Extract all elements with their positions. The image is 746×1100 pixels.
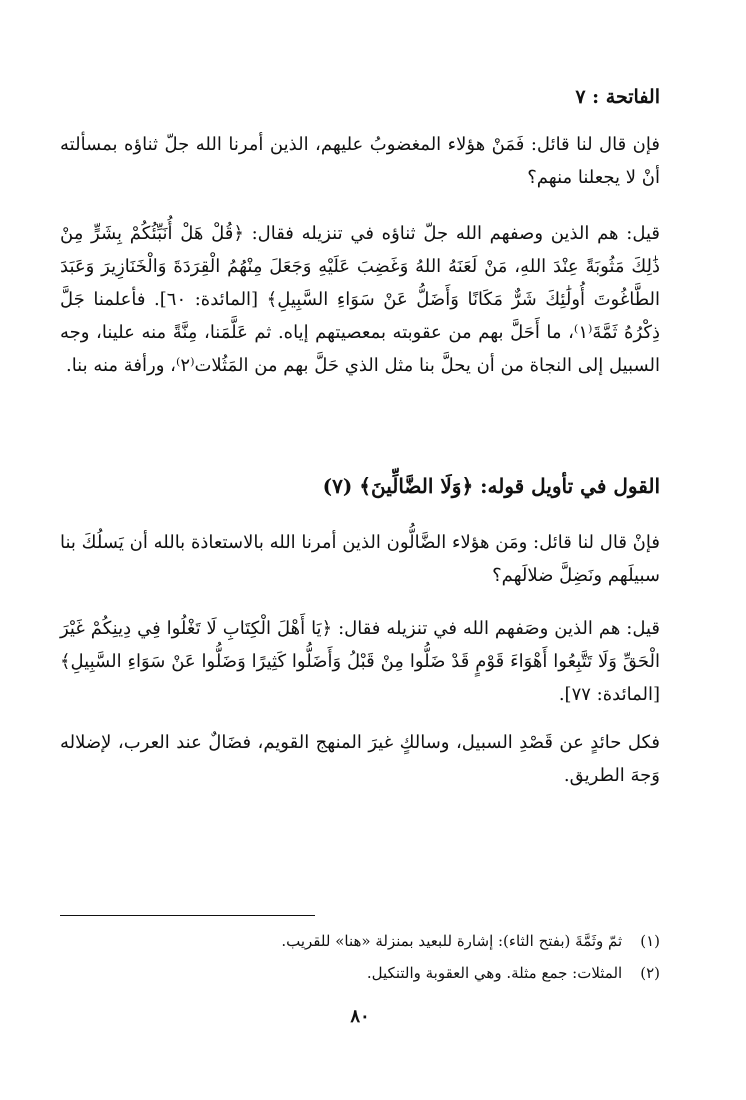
footnote-divider — [60, 915, 315, 916]
paragraph-conclusion: فكل حائدٍ عن قَصْدِ السبيل، وسالكٍ غيرَ المنهج القويم، فضَالٌ عند العرب، لإضلاله وَجهَ الطريق. — [60, 732, 660, 786]
paragraph-question-2: فإنْ قال لنا قائل: ومَن هؤلاء الضَّالُّون الذين أمرنا الله بالاستعاذة بالله أن يَسلُكَ بنا سبيلَهم ونَضِلَّ ضلالَهم؟ — [60, 532, 660, 586]
footnote-number: (١) — [640, 932, 660, 950]
section-heading: القول في تأويل قوله: ﴿وَلَا الضَّالِّينَ﴾ (٧) — [322, 474, 660, 498]
page-number: ٨٠ — [350, 1006, 370, 1027]
book-page — [60, 80, 660, 1080]
paragraph-answer-1: قيل: هم الذين وصفهم الله جلّ ثناؤه في تنزيله فقال: ﴿قُلْ هَلْ أُنَبِّئُكُمْ بِشَرٍّ مِنْ ذَٰلِكَ مَثُوبَةً عِنْدَ اللهِ، مَنْ لَعَنَهُ اللهُ وَغَضِبَ عَلَيْهِ وَجَعَلَ مِنْهُمُ الْقِرَدَةَ وَالْخَنَازِيرَ وَعَبَدَ الطَّاغُوتَ أُولَٰئِكَ شَرٌّ مَكَانًا وَأَضَلُّ عَنْ سَوَاءِ السَّبِيلِ﴾ [المائدة: ٦٠]. فأعلمنا جَلَّ ذِكْرُهُ ثَمَّةَ⁽١⁾، ما أَحَلَّ بهم من عقوبته بمعصيتهم إياه. ثم عَلَّمَنا، مِنَّةً منه علينا، وجه السبيل إلى النجاة من أن يحلَّ بنا مثل الذي حَلَّ بهم من المَثُلات⁽٢⁾، ورأفة منه بنا. — [60, 223, 661, 376]
footnote-text: المثلات: جمع مثلة. وهي العقوبة والتنكيل. — [366, 964, 623, 982]
footnote-1 — [60, 932, 660, 950]
page-header: الفاتحة : ٧ — [575, 86, 660, 108]
paragraph-question-1: فإن قال لنا قائل: فَمَنْ هؤلاء المغضوبُ عليهم، الذين أمرنا الله جلّ ثناؤه بمسألته أنْ لا يجعلنا منهم؟ — [60, 134, 660, 188]
footnote-2 — [60, 964, 660, 982]
footnote-text: ثمّ وثَمَّةَ (بفتح الثاء): إشارة للبعيد بمنزلة «هنا» للقريب. — [281, 932, 623, 950]
paragraph-answer-2: قيل: هم الذين وصَفهم الله في تنزيله فقال: ﴿يَا أَهْلَ الْكِتَابِ لَا تَغْلُوا فِي دِينِكُمْ غَيْرَ الْحَقِّ وَلَا تَتَّبِعُوا أَهْوَاءَ قَوْمٍ قَدْ ضَلُّوا مِنْ قَبْلُ وَأَضَلُّوا كَثِيرًا وَضَلُّوا عَنْ سَوَاءِ السَّبِيلِ﴾ [المائدة: ٧٧]. — [60, 618, 661, 705]
footnote-number: (٢) — [640, 964, 660, 982]
